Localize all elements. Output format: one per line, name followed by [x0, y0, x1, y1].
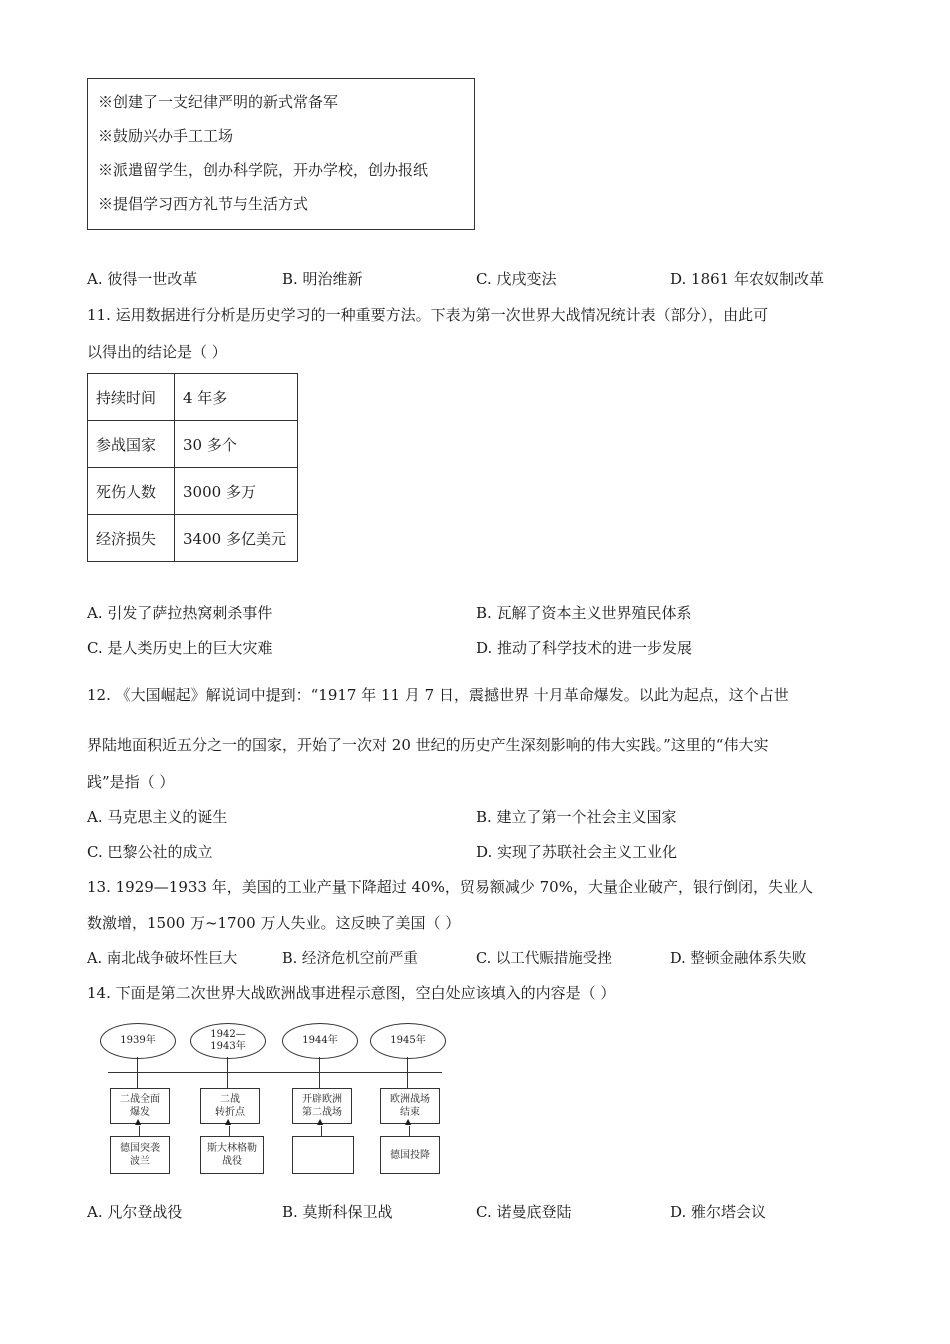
table-label: 参战国家 [88, 421, 175, 468]
arrow-up-icon: ▲ [405, 1117, 412, 1126]
arrow-up-icon: ▲ [225, 1117, 232, 1126]
table-row [88, 421, 298, 468]
q12-option-c[interactable]: C. 巴黎公社的成立 [87, 843, 213, 861]
year-label: 1944年 [302, 1035, 338, 1046]
q14-option-b[interactable]: B. 莫斯科保卫战 [282, 1203, 393, 1221]
q13-option-c[interactable]: C. 以工代赈措施受挫 [476, 951, 612, 967]
q10-option-c[interactable]: C. 戊戌变法 [476, 270, 557, 288]
event-label: 德国投降 [390, 1149, 430, 1161]
year-label: 1945年 [390, 1035, 426, 1046]
year-label: 1942— 1943年 [210, 1029, 246, 1052]
q10-option-b[interactable]: B. 明治维新 [282, 270, 363, 288]
ww1-stats-table [87, 373, 298, 562]
q12-option-b[interactable]: B. 建立了第一个社会主义国家 [476, 808, 677, 826]
q14-stem: 14. 下面是第二次世界大战欧洲战事进程示意图，空白处应该填入的内容是（ ） [87, 984, 616, 1002]
connector-line [319, 1057, 320, 1072]
connector-line [407, 1072, 408, 1088]
year-oval [190, 1023, 266, 1059]
blank-event-box [292, 1136, 354, 1174]
q12-option-a[interactable]: A. 马克思主义的诞生 [87, 808, 228, 826]
q12-stem-line2: 界陆地面积近五分之一的国家，开始了一次对 20 世纪的历史产生深刻影响的伟大实践。”这里的“伟大实 [87, 736, 769, 754]
q12-option-d[interactable]: D. 实现了苏联社会主义工业化 [476, 843, 678, 861]
q11-option-a[interactable]: A. 引发了萨拉热窝刺杀事件 [87, 604, 273, 622]
event-label: 德国突袭 波兰 [120, 1143, 160, 1167]
q12-stem-line3: 践”是指（ ） [87, 773, 175, 791]
connector-line [407, 1057, 408, 1072]
q11-stem-line2: 以得出的结论是（ ） [87, 343, 227, 361]
connector-line [137, 1072, 138, 1088]
measure-line: ※派遣留学生，创办科学院，开办学校，创办报纸 [98, 161, 429, 179]
q13-stem-line1: 13. 1929—1933 年，美国的工业产量下降超过 40%，贸易额减少 70%，大量企业破产，银行倒闭，失业人 [87, 878, 813, 896]
q13-option-a[interactable]: A. 南北战争破坏性巨大 [87, 951, 238, 967]
measure-line: ※创建了一支纪律严明的新式常备军 [98, 93, 339, 111]
q10-option-d[interactable]: D. 1861 年农奴制改革 [670, 270, 824, 288]
q14-option-d[interactable]: D. 雅尔塔会议 [670, 1203, 767, 1221]
timeline-axis [108, 1072, 442, 1073]
q14-option-c[interactable]: C. 诺曼底登陆 [476, 1203, 572, 1221]
q10-option-a[interactable]: A. 彼得一世改革 [87, 270, 198, 288]
event-box [110, 1136, 170, 1174]
table-value: 3400 多亿美元 [175, 515, 298, 562]
stage-label: 二战全面 爆发 [120, 1094, 160, 1118]
table-row [88, 515, 298, 562]
measure-line: ※鼓励兴办手工工场 [98, 127, 234, 145]
q13-option-b[interactable]: B. 经济危机空前严重 [282, 951, 418, 967]
connector-line [227, 1072, 228, 1088]
q12-stem-line1: 12. 《大国崛起》解说词中提到：“1917 年 11 月 7 日，震撼世界 十月革命爆发。以此为起点，这个占世 [87, 686, 789, 704]
connector-line [227, 1057, 228, 1072]
q11-option-b[interactable]: B. 瓦解了资本主义世界殖民体系 [476, 604, 692, 622]
table-row [88, 468, 298, 515]
q13-option-d[interactable]: D. 整顿金融体系失败 [670, 951, 807, 967]
connector-line [137, 1057, 138, 1072]
event-label: 斯大林格勒 战役 [207, 1143, 257, 1167]
stage-label: 欧洲战场 结束 [390, 1094, 430, 1118]
q11-option-d[interactable]: D. 推动了科学技术的进一步发展 [476, 639, 693, 657]
reform-measures-box [87, 78, 475, 230]
year-oval [282, 1023, 358, 1059]
connector-line [319, 1072, 320, 1088]
year-oval [370, 1023, 446, 1059]
arrow-line [409, 1126, 410, 1136]
q14-option-a[interactable]: A. 凡尔登战役 [87, 1203, 183, 1221]
year-oval [100, 1023, 176, 1059]
table-value: 4 年多 [175, 374, 298, 421]
year-label: 1939年 [120, 1035, 156, 1046]
event-box [380, 1136, 440, 1174]
table-value: 3000 多万 [175, 468, 298, 515]
arrow-line [229, 1126, 230, 1136]
arrow-line [321, 1126, 322, 1136]
event-box [200, 1136, 264, 1174]
q13-stem-line2: 数激增，1500 万~1700 万人失业。这反映了美国（ ） [87, 914, 461, 932]
table-label: 经济损失 [88, 515, 175, 562]
arrow-up-icon: ▲ [317, 1117, 324, 1126]
table-label: 死伤人数 [88, 468, 175, 515]
arrow-line [139, 1126, 140, 1136]
stage-label: 开辟欧洲 第二战场 [302, 1094, 342, 1118]
table-row [88, 374, 298, 421]
q11-stem-line1: 11. 运用数据进行分析是历史学习的一种重要方法。下表为第一次世界大战情况统计表（部分），由此可 [87, 306, 769, 324]
table-label: 持续时间 [88, 374, 175, 421]
q11-option-c[interactable]: C. 是人类历史上的巨大灾难 [87, 639, 273, 657]
stage-label: 二战 转折点 [215, 1094, 245, 1118]
arrow-up-icon: ▲ [135, 1117, 142, 1126]
measure-line: ※提倡学习西方礼节与生活方式 [98, 195, 309, 213]
table-value: 30 多个 [175, 421, 298, 468]
